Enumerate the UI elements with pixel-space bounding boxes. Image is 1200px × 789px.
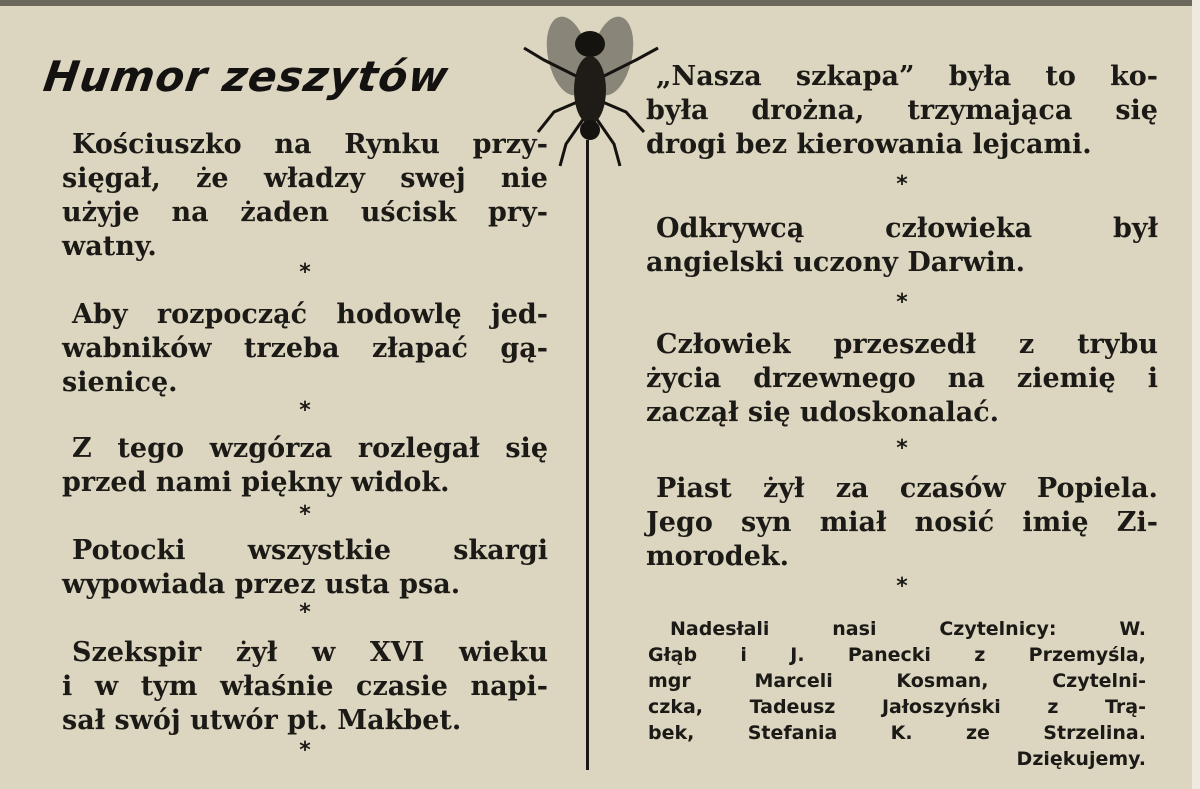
anecdote-3 [62, 432, 548, 500]
text-line [62, 332, 548, 366]
word: XVI [369, 637, 425, 668]
text-line: drogi bez kierowania lejcami. [646, 129, 1092, 160]
word: tym [140, 671, 198, 702]
word: Czytelnicy: [939, 618, 1057, 640]
star-separator: * [896, 436, 908, 461]
top-border [0, 0, 1200, 6]
word: sięgał, [62, 163, 161, 194]
word: Z [72, 433, 92, 464]
word: „Nasza [656, 61, 762, 92]
word: była [646, 95, 709, 126]
credit-line [648, 694, 1146, 720]
word: Panecki [847, 644, 931, 666]
credit-line [648, 668, 1146, 694]
word: żył [235, 637, 278, 668]
text-line [62, 432, 548, 466]
star-separator: * [299, 398, 311, 423]
word: Człowiek [656, 329, 791, 360]
anecdote-4 [62, 534, 548, 602]
column-title: Humor zeszytów [40, 52, 452, 101]
word: Tadeusz [749, 696, 836, 718]
text-line [62, 534, 548, 568]
anecdote-5 [62, 636, 548, 738]
word: Aby [72, 299, 128, 330]
word: syn [741, 507, 792, 538]
word: był [1113, 213, 1158, 244]
word: Jego [646, 507, 713, 538]
text-line [646, 506, 1158, 540]
word: Trą- [1105, 696, 1146, 718]
word: W. [1119, 618, 1146, 640]
word: użyje [62, 197, 140, 228]
word: się [1115, 95, 1158, 126]
word: Piast [656, 473, 732, 504]
word: rozpocząć [156, 299, 308, 330]
word: Czytelni- [1052, 670, 1146, 692]
word: Zi- [1116, 507, 1158, 538]
word: ziemię [1016, 363, 1116, 394]
text-line: sał swój utwór pt. Makbet. [62, 705, 462, 736]
star-separator: * [896, 574, 908, 599]
word: z [974, 644, 986, 666]
word: czasie [356, 671, 448, 702]
word: J. [790, 644, 805, 666]
right-edge [1192, 0, 1200, 789]
word: trzeba [243, 333, 340, 364]
word: tego [117, 433, 184, 464]
word: żył [763, 473, 805, 504]
word: jed- [490, 299, 548, 330]
text-line [62, 128, 548, 162]
word: Głąb [648, 644, 698, 666]
text-line: zaczął się udoskonalać. [646, 397, 1000, 428]
anecdote-6 [646, 60, 1158, 162]
anecdote-1 [62, 128, 548, 264]
fly-icon [520, 8, 660, 168]
word: szkapa” [795, 61, 915, 92]
column-divider [586, 140, 589, 770]
word: Kosman, [896, 670, 989, 692]
word: Jałoszyński [881, 696, 1001, 718]
word: to [1045, 61, 1076, 92]
word: imię [1022, 507, 1089, 538]
word: Marceli [754, 670, 833, 692]
word: swej [400, 163, 466, 194]
word: władzy [263, 163, 365, 194]
star-separator: * [299, 502, 311, 527]
word: Potocki [72, 535, 186, 566]
word: ze [965, 722, 990, 744]
word: się [505, 433, 548, 464]
text-line [646, 362, 1158, 396]
word: Nadesłali [670, 618, 770, 640]
word: trzymająca [907, 95, 1073, 126]
word: bek, [648, 722, 695, 744]
word: uścisk [360, 197, 457, 228]
word: w [311, 637, 336, 668]
text-line [62, 636, 548, 670]
word: właśnie [220, 671, 334, 702]
word: pry- [488, 197, 548, 228]
anecdote-2 [62, 298, 548, 400]
word: Kościuszko [72, 129, 242, 160]
word: hodowlę [336, 299, 462, 330]
anecdote-8 [646, 328, 1158, 430]
text-line: morodek. [646, 541, 789, 572]
word: Stefania [747, 722, 838, 744]
word: gą- [500, 333, 548, 364]
word: Rynku [344, 129, 440, 160]
credit-line [648, 720, 1146, 746]
text-line [62, 196, 548, 230]
word: Odkrywcą [656, 213, 805, 244]
text-line [646, 212, 1158, 246]
word: na [947, 363, 985, 394]
text-line [646, 472, 1158, 506]
word: żaden [240, 197, 329, 228]
word: i [62, 671, 73, 702]
word: przy- [472, 129, 548, 160]
anecdote-9 [646, 472, 1158, 574]
text-line [62, 670, 548, 704]
word: Szekspir [72, 637, 202, 668]
word: Przemyśla, [1028, 644, 1146, 666]
word: w [94, 671, 119, 702]
word: drzewnego [753, 363, 916, 394]
thanks-line: Dziękujemy. [1016, 748, 1146, 770]
word: napi- [470, 671, 548, 702]
word: czka, [648, 696, 703, 718]
word: nasi [832, 618, 877, 640]
text-line [62, 162, 548, 196]
word: Popiela. [1036, 473, 1158, 504]
credit-line [648, 642, 1146, 668]
word: czasów [899, 473, 1006, 504]
word: drożna, [751, 95, 865, 126]
text-line: watny. [62, 231, 157, 262]
word: wieku [458, 637, 548, 668]
star-separator: * [896, 172, 908, 197]
text-line [646, 328, 1158, 362]
credit-line [648, 616, 1146, 642]
word: nie [500, 163, 548, 194]
star-separator: * [299, 738, 311, 763]
word: z [1047, 696, 1059, 718]
word: mgr [648, 670, 691, 692]
word: na [171, 197, 209, 228]
word: skargi [453, 535, 548, 566]
reader-credits [648, 616, 1146, 772]
star-separator: * [299, 260, 311, 285]
word: przeszedł [833, 329, 977, 360]
word: rozlegał [357, 433, 480, 464]
word: na [274, 129, 312, 160]
word: za [835, 473, 869, 504]
word: Strzelina. [1043, 722, 1146, 744]
text-line [62, 298, 548, 332]
word: człowieka [885, 213, 1033, 244]
text-line: sienicę. [62, 367, 178, 398]
word: miał [819, 507, 887, 538]
word: wabników [62, 333, 212, 364]
word: i [1147, 363, 1158, 394]
text-line: przed nami piękny widok. [62, 467, 450, 498]
word: życia [646, 363, 722, 394]
star-separator: * [896, 290, 908, 315]
word: K. [890, 722, 913, 744]
anecdote-7 [646, 212, 1158, 280]
text-line [646, 60, 1158, 94]
word: wzgórza [209, 433, 333, 464]
word: wszystkie [247, 535, 391, 566]
word: nosić [914, 507, 995, 538]
word: ko- [1110, 61, 1158, 92]
word: i [740, 644, 747, 666]
text-line [646, 94, 1158, 128]
word: złapać [371, 333, 468, 364]
text-line: angielski uczony Darwin. [646, 247, 1026, 278]
word: była [948, 61, 1012, 92]
word: z [1018, 329, 1035, 360]
word: trybu [1077, 329, 1158, 360]
star-separator: * [299, 600, 311, 625]
word: że [196, 163, 229, 194]
text-line: wypowiada przez usta psa. [62, 569, 461, 600]
